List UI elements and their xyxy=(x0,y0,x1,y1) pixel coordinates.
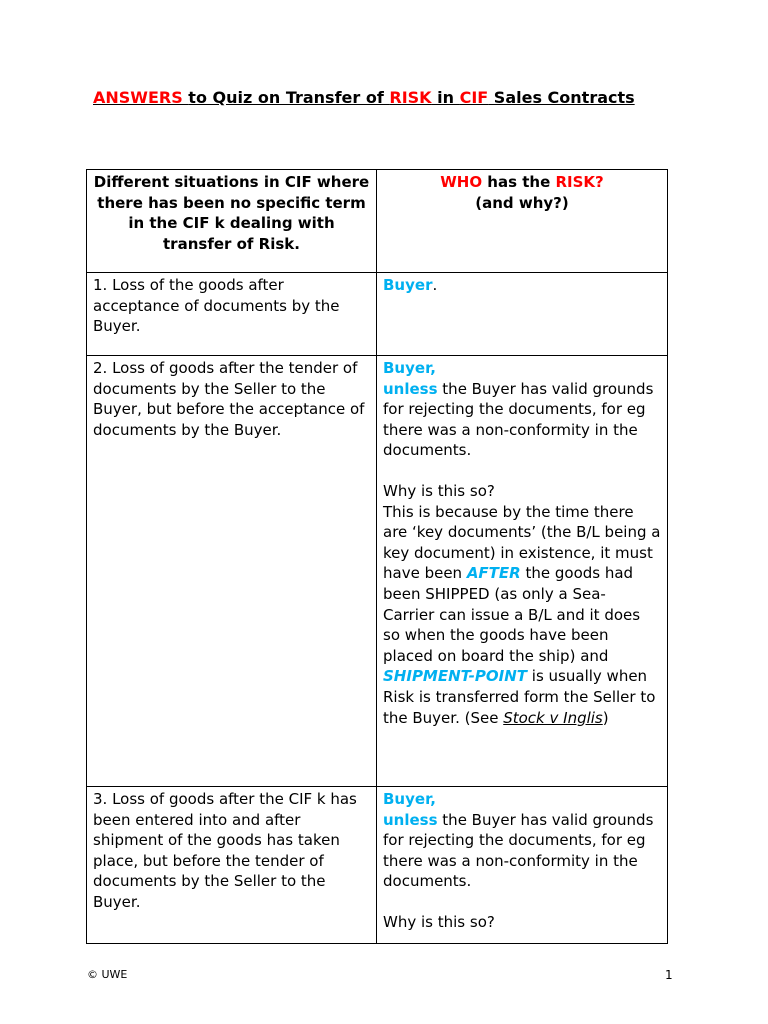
title-cif: CIF xyxy=(459,88,489,107)
answer-unless: unless xyxy=(383,379,438,398)
explanation-after: AFTER xyxy=(466,564,521,583)
case-reference: Stock v Inglis xyxy=(503,708,603,727)
header-situations xyxy=(87,170,377,273)
answer-tail: . xyxy=(432,276,438,294)
situation-cell xyxy=(87,273,377,356)
explanation-part-4: ) xyxy=(602,708,609,727)
table-row xyxy=(87,273,668,356)
answer-unless-text: the Buyer has valid grounds for rejecting the documents, for eg there was a non-conformity in the documents. xyxy=(383,379,654,460)
answer-buyer: Buyer, xyxy=(383,359,436,377)
header-has: has the xyxy=(482,173,556,191)
explanation-part-3: is usually when Risk is transferred form the Seller to the Buyer. (See xyxy=(383,667,656,727)
answer-unless-text: the Buyer has valid grounds for rejecting the documents, for eg there was a non-conformity in the documents. xyxy=(383,810,654,891)
table-row xyxy=(87,787,668,944)
title-answers: ANSWERS xyxy=(93,88,189,107)
title-part-6: Sales Contracts xyxy=(488,88,635,107)
situation-text: 3. Loss of goods after the CIF k has been entered into and after shipment of the goods has taken place, but before the tender of documents by the Seller to the Buyer. xyxy=(93,790,357,911)
situation-text: 2. Loss of goods after the tender of documents by the Seller to the Buyer, but before the acceptance of documents by the Buyer. xyxy=(93,359,365,439)
answer-unless: unless xyxy=(383,810,438,829)
title-risk: RISK xyxy=(389,88,432,107)
explanation-shipment-point: SHIPMENT-POINT xyxy=(383,667,528,686)
footer-copyright: © UWE xyxy=(87,968,128,981)
header-who-has-risk xyxy=(377,170,668,273)
situation-text: 1. Loss of the goods after acceptance of documents by the Buyer. xyxy=(93,276,340,336)
table-row xyxy=(87,356,668,787)
header-and-why: (and why?) xyxy=(475,193,569,212)
footer-page-number: 1 xyxy=(665,968,673,982)
situation-cell xyxy=(87,356,377,787)
why-question: Why is this so? xyxy=(383,912,495,931)
explanation-part-1: This is because by the time there are ‘key documents’ (the B/L being a key document) in existence, it must have been xyxy=(383,502,661,583)
situation-cell xyxy=(87,787,377,944)
answer-cell xyxy=(377,356,668,787)
answer-buyer: Buyer, xyxy=(383,790,436,808)
explanation-part-2: the goods had been SHIPPED (as only a Sea- Carrier can issue a B/L and it does so when the goods have been placed on board the ship) and xyxy=(383,564,641,665)
answer-buyer: Buyer xyxy=(383,276,433,294)
page-title xyxy=(93,88,635,107)
header-risk: RISK? xyxy=(555,173,604,191)
table-header-row xyxy=(87,170,668,273)
header-situations-text: Different situations in CIF where there has been no specific term in the CIF k dealing with transfer of Risk. xyxy=(93,173,370,253)
answer-cell xyxy=(377,787,668,944)
why-question: Why is this so? xyxy=(383,481,495,500)
header-who: WHO xyxy=(440,173,483,191)
answer-cell xyxy=(377,273,668,356)
title-part-4: in xyxy=(431,88,460,107)
quiz-answer-table xyxy=(86,169,668,944)
title-part-2: to Quiz on Transfer of xyxy=(188,88,390,107)
